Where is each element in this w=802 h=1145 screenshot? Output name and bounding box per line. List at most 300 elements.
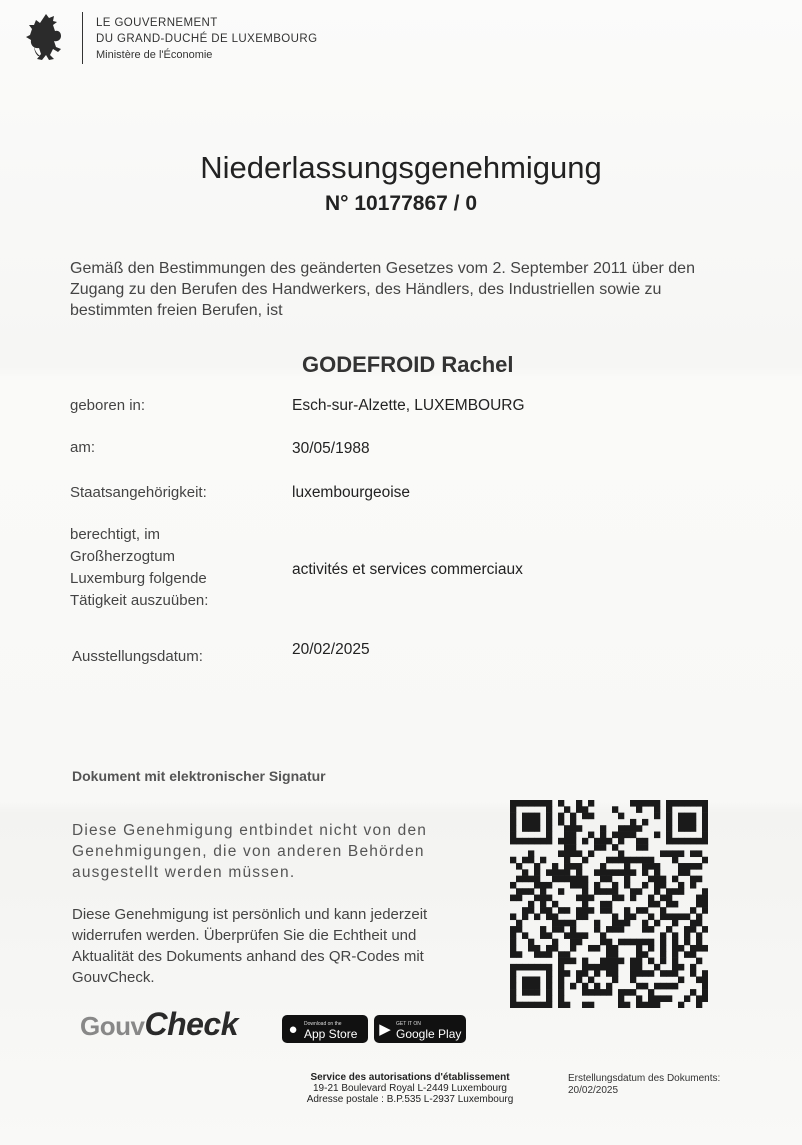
- qr-module: [600, 939, 606, 946]
- qr-module: [636, 958, 642, 965]
- qr-module: [576, 882, 582, 889]
- qr-module: [570, 939, 576, 946]
- qr-module: [702, 983, 708, 990]
- activity-label-line: berechtigt, im: [70, 526, 161, 543]
- qr-module: [618, 838, 624, 845]
- qr-module: [702, 907, 708, 914]
- qr-module: [570, 850, 576, 857]
- qr-module: [576, 825, 582, 832]
- qr-module: [528, 857, 534, 864]
- qr-module: [528, 945, 534, 952]
- qr-module: [564, 958, 570, 965]
- qr-module: [660, 882, 666, 889]
- nationality-value: luxembourgeoise: [292, 484, 411, 501]
- qr-module: [570, 844, 576, 851]
- qr-module: [546, 869, 552, 876]
- qr-module: [534, 983, 540, 990]
- qr-module: [546, 995, 552, 1002]
- qr-module: [642, 844, 648, 851]
- qr-module: [630, 989, 636, 996]
- qr-module: [606, 958, 612, 965]
- qr-module: [546, 945, 552, 952]
- qr-module: [696, 1002, 702, 1008]
- ministry-name: Ministère de l'Économie: [96, 49, 213, 61]
- qr-module: [690, 876, 696, 883]
- qr-module: [666, 895, 672, 902]
- qr-module: [636, 983, 642, 990]
- play-icon: ▶: [379, 1021, 391, 1038]
- intro-paragraph: [70, 258, 750, 321]
- qr-module: [648, 1002, 654, 1008]
- qr-module: [642, 920, 648, 927]
- qr-module: [660, 995, 666, 1002]
- qr-module: [510, 819, 516, 826]
- qr-module: [570, 819, 576, 826]
- qr-module: [624, 857, 630, 864]
- app-store-label: App Store: [304, 1027, 358, 1041]
- qr-module: [618, 869, 624, 876]
- qr-module: [516, 838, 522, 845]
- qr-module: [552, 945, 558, 952]
- qr-module: [522, 825, 528, 832]
- notice-line: Diese Genehmigung ist persönlich und kann jederzeit: [72, 906, 428, 923]
- birthdate-label: am:: [70, 439, 96, 456]
- notice-paragraph-1: [72, 820, 482, 883]
- qr-module: [576, 907, 582, 914]
- qr-module: [558, 970, 564, 977]
- qr-module: [612, 857, 618, 864]
- qr-module: [642, 800, 648, 807]
- qr-module: [636, 888, 642, 895]
- qr-module: [648, 913, 654, 920]
- qr-module: [702, 888, 708, 895]
- qr-module: [558, 989, 564, 996]
- qr-module: [612, 882, 618, 889]
- qr-module: [624, 832, 630, 839]
- qr-module: [606, 838, 612, 845]
- qr-module: [546, 907, 552, 914]
- qr-module: [606, 876, 612, 883]
- qr-module: [600, 888, 606, 895]
- qr-module: [678, 825, 684, 832]
- qr-module: [534, 813, 540, 820]
- qr-module: [696, 920, 702, 927]
- qr-module: [534, 800, 540, 807]
- qr-module: [516, 863, 522, 870]
- qr-module: [534, 825, 540, 832]
- qr-module: [648, 958, 654, 965]
- qr-module: [558, 995, 564, 1002]
- qr-module: [642, 882, 648, 889]
- qr-module: [588, 989, 594, 996]
- qr-module: [564, 844, 570, 851]
- qr-module: [552, 920, 558, 927]
- qr-module: [690, 970, 696, 977]
- qr-module: [672, 970, 678, 977]
- qr-module: [534, 964, 540, 971]
- qr-module: [600, 825, 606, 832]
- qr-module: [570, 945, 576, 952]
- qr-module: [666, 983, 672, 990]
- qr-module: [546, 813, 552, 820]
- qr-module: [558, 976, 564, 983]
- qr-module: [666, 926, 672, 933]
- notice-line: Diese Genehmigung entbindet nicht von den: [72, 822, 428, 839]
- qr-module: [660, 958, 666, 965]
- qr-module: [570, 920, 576, 927]
- qr-module: [546, 932, 552, 939]
- qr-module: [540, 857, 546, 864]
- qr-module: [588, 976, 594, 983]
- qr-module: [678, 800, 684, 807]
- qr-module: [630, 819, 636, 826]
- notice-line: ausgestellt werden müssen.: [72, 864, 296, 881]
- qr-module: [510, 951, 516, 958]
- qr-module: [540, 888, 546, 895]
- qr-module: [618, 958, 624, 965]
- qr-module: [612, 926, 618, 933]
- header-divider: [82, 12, 83, 64]
- qr-module: [696, 901, 702, 908]
- qr-module: [522, 913, 528, 920]
- qr-module: [558, 926, 564, 933]
- qr-module: [684, 869, 690, 876]
- activity-value: activités et services commerciaux: [292, 561, 523, 578]
- issue-date-value: 20/02/2025: [292, 641, 370, 658]
- qr-module: [672, 800, 678, 807]
- qr-module: [570, 882, 576, 889]
- qr-module: [684, 995, 690, 1002]
- google-play-badge[interactable]: [374, 1015, 466, 1043]
- nationality-label: Staatsangehörigkeit:: [70, 484, 207, 501]
- qr-module: [606, 888, 612, 895]
- qr-module: [582, 1002, 588, 1008]
- qr-module: [558, 838, 564, 845]
- qr-module: [558, 1002, 564, 1008]
- qr-module: [618, 920, 624, 927]
- qr-module: [540, 951, 546, 958]
- qr-module: [690, 819, 696, 826]
- qr-module: [678, 1002, 684, 1008]
- qr-module: [636, 951, 642, 958]
- qr-module: [546, 800, 552, 807]
- qr-module: [702, 926, 708, 933]
- qr-module: [564, 876, 570, 883]
- qr-module: [618, 857, 624, 864]
- qr-module: [678, 813, 684, 820]
- qr-module: [600, 958, 606, 965]
- qr-module: [660, 876, 666, 883]
- qr-module: [600, 876, 606, 883]
- qr-module: [660, 907, 666, 914]
- qr-module: [582, 857, 588, 864]
- qr-module: [678, 850, 684, 857]
- qr-module: [540, 907, 546, 914]
- qr-module: [588, 832, 594, 839]
- qr-module: [654, 806, 660, 813]
- apple-icon: ●: [288, 1020, 298, 1038]
- qr-module: [588, 907, 594, 914]
- qr-module: [546, 895, 552, 902]
- qr-module: [510, 913, 516, 920]
- qr-module: [522, 838, 528, 845]
- google-play-label: Google Play: [396, 1027, 462, 1041]
- qr-module: [552, 863, 558, 870]
- qr-module: [696, 876, 702, 883]
- qr-module: [642, 970, 648, 977]
- qr-module: [510, 976, 516, 983]
- qr-module: [570, 832, 576, 839]
- qr-module: [570, 825, 576, 832]
- qr-module: [594, 838, 600, 845]
- qr-module: [510, 800, 516, 807]
- qr-module: [636, 844, 642, 851]
- qr-module: [558, 813, 564, 820]
- qr-module: [522, 983, 528, 990]
- qr-module: [612, 945, 618, 952]
- qr-module: [672, 951, 678, 958]
- qr-module: [690, 926, 696, 933]
- qr-module: [690, 850, 696, 857]
- qr-module: [546, 976, 552, 983]
- intro-line: Gemäß den Bestimmungen des geänderten Gesetzes vom 2. September 2011 über den: [70, 260, 695, 277]
- qr-module: [546, 832, 552, 839]
- qr-module: [594, 920, 600, 927]
- qr-module: [528, 901, 534, 908]
- qr-module: [690, 838, 696, 845]
- qr-module: [534, 838, 540, 845]
- qr-module: [576, 913, 582, 920]
- qr-module: [612, 976, 618, 983]
- qr-module: [558, 876, 564, 883]
- qr-module: [534, 1002, 540, 1008]
- signature-heading: Dokument mit elektronischer Signatur: [72, 768, 326, 784]
- qr-module: [606, 901, 612, 908]
- qr-module: [546, 838, 552, 845]
- qr-module: [624, 869, 630, 876]
- qr-module: [684, 863, 690, 870]
- header-line-2: DU GRAND-DUCHÉ DE LUXEMBOURG: [96, 33, 318, 45]
- qr-module: [654, 869, 660, 876]
- service-postal-line: Adresse postale : B.P.535 L-2937 Luxembourg: [306, 1094, 514, 1105]
- qr-module: [534, 951, 540, 958]
- qr-module: [672, 838, 678, 845]
- qr-module: [570, 958, 576, 965]
- qr-module: [528, 989, 534, 996]
- qr-module: [528, 850, 534, 857]
- qr-module: [624, 882, 630, 889]
- qr-module: [624, 863, 630, 870]
- qr-module: [540, 838, 546, 845]
- qr-module: [564, 850, 570, 857]
- qr-module: [654, 832, 660, 839]
- qr-module: [594, 970, 600, 977]
- qr-module: [648, 863, 654, 870]
- qr-module: [702, 895, 708, 902]
- qr-module: [654, 964, 660, 971]
- qr-module: [516, 876, 522, 883]
- qr-module: [618, 813, 624, 820]
- qr-module: [600, 964, 606, 971]
- qr-module: [540, 926, 546, 933]
- qr-module: [534, 976, 540, 983]
- qr-module: [588, 945, 594, 952]
- gouvcheck-logo-part1: Gouv: [80, 1011, 145, 1041]
- notice-paragraph-2: [72, 904, 482, 988]
- qr-module: [612, 895, 618, 902]
- qr-module: [702, 806, 708, 813]
- qr-module: [678, 863, 684, 870]
- qr-module: [672, 876, 678, 883]
- qr-module: [582, 964, 588, 971]
- qr-module: [636, 825, 642, 832]
- qr-module: [582, 913, 588, 920]
- qr-module: [636, 806, 642, 813]
- qr-module: [510, 813, 516, 820]
- qr-module: [654, 1002, 660, 1008]
- qr-module: [684, 913, 690, 920]
- qr-module: [558, 983, 564, 990]
- qr-module: [510, 832, 516, 839]
- qr-module: [516, 920, 522, 927]
- qr-module: [594, 989, 600, 996]
- qr-module: [576, 932, 582, 939]
- qr-module: [630, 913, 636, 920]
- qr-module: [684, 926, 690, 933]
- qr-module: [612, 832, 618, 839]
- qr-module: [534, 895, 540, 902]
- government-header: [96, 15, 317, 63]
- qr-module: [534, 882, 540, 889]
- qr-module: [618, 1002, 624, 1008]
- qr-module: [690, 964, 696, 971]
- qr-module: [702, 989, 708, 996]
- qr-module: [516, 800, 522, 807]
- qr-module: [594, 945, 600, 952]
- app-store-badge[interactable]: [282, 1015, 368, 1043]
- qr-module: [654, 882, 660, 889]
- permit-number: N° 10177867 / 0: [324, 192, 477, 215]
- qr-module: [630, 939, 636, 946]
- qr-module: [684, 932, 690, 939]
- qr-module: [654, 901, 660, 908]
- qr-module: [546, 819, 552, 826]
- qr-module: [690, 951, 696, 958]
- qr-module: [540, 895, 546, 902]
- qr-module: [612, 958, 618, 965]
- qr-module: [576, 939, 582, 946]
- qr-module: [528, 819, 534, 826]
- gouvcheck-logo: [80, 1006, 238, 1043]
- qr-module: [696, 976, 702, 983]
- qr-module: [546, 989, 552, 996]
- qr-module: [564, 907, 570, 914]
- qr-module: [558, 800, 564, 807]
- qr-module: [666, 913, 672, 920]
- qr-module: [522, 819, 528, 826]
- lion-coat-of-arms-icon: [24, 10, 68, 66]
- qr-module: [648, 995, 654, 1002]
- qr-module: [612, 920, 618, 927]
- qr-module: [624, 920, 630, 927]
- qr-module: [618, 989, 624, 996]
- creation-date-label: Erstellungsdatum des Dokuments:: [568, 1073, 721, 1084]
- qr-module: [618, 832, 624, 839]
- qr-module: [594, 983, 600, 990]
- qr-module: [630, 800, 636, 807]
- qr-module: [702, 800, 708, 807]
- qr-module: [510, 989, 516, 996]
- qr-module: [528, 907, 534, 914]
- qr-module: [612, 844, 618, 851]
- qr-module: [576, 970, 582, 977]
- qr-module: [600, 863, 606, 870]
- qr-module: [660, 951, 666, 958]
- qr-module: [642, 951, 648, 958]
- qr-module: [660, 939, 666, 946]
- qr-module: [522, 989, 528, 996]
- qr-module: [522, 1002, 528, 1008]
- qr-module: [630, 895, 636, 902]
- qr-module: [648, 926, 654, 933]
- qr-module: [636, 838, 642, 845]
- qr-module: [624, 825, 630, 832]
- qr-module: [660, 970, 666, 977]
- qr-module: [570, 926, 576, 933]
- qr-module: [696, 850, 702, 857]
- qr-module: [696, 939, 702, 946]
- qr-module: [672, 888, 678, 895]
- qr-module: [564, 1002, 570, 1008]
- qr-code[interactable]: [510, 800, 708, 1008]
- qr-module: [690, 800, 696, 807]
- qr-module: [510, 838, 516, 845]
- qr-module: [612, 964, 618, 971]
- qr-module: [600, 832, 606, 839]
- qr-module: [516, 888, 522, 895]
- qr-module: [510, 1002, 516, 1008]
- qr-module: [564, 920, 570, 927]
- qr-module: [582, 895, 588, 902]
- qr-module: [534, 989, 540, 996]
- qr-module: [600, 838, 606, 845]
- qr-module: [642, 907, 648, 914]
- qr-module: [672, 850, 678, 857]
- qr-module: [558, 958, 564, 965]
- qr-module: [666, 800, 672, 807]
- creation-date-value: 20/02/2025: [568, 1085, 619, 1096]
- qr-module: [660, 850, 666, 857]
- qr-module: [672, 913, 678, 920]
- qr-module: [672, 945, 678, 952]
- qr-module: [684, 939, 690, 946]
- qr-module: [594, 844, 600, 851]
- qr-module: [612, 806, 618, 813]
- qr-module: [534, 819, 540, 826]
- qr-module: [522, 876, 528, 883]
- qr-module: [510, 945, 516, 952]
- qr-module: [606, 869, 612, 876]
- qr-module: [666, 970, 672, 977]
- qr-module: [510, 983, 516, 990]
- qr-module: [510, 932, 516, 939]
- qr-module: [678, 819, 684, 826]
- qr-module: [612, 869, 618, 876]
- qr-module: [702, 995, 708, 1002]
- qr-module: [636, 1002, 642, 1008]
- qr-module: [636, 970, 642, 977]
- qr-module: [630, 825, 636, 832]
